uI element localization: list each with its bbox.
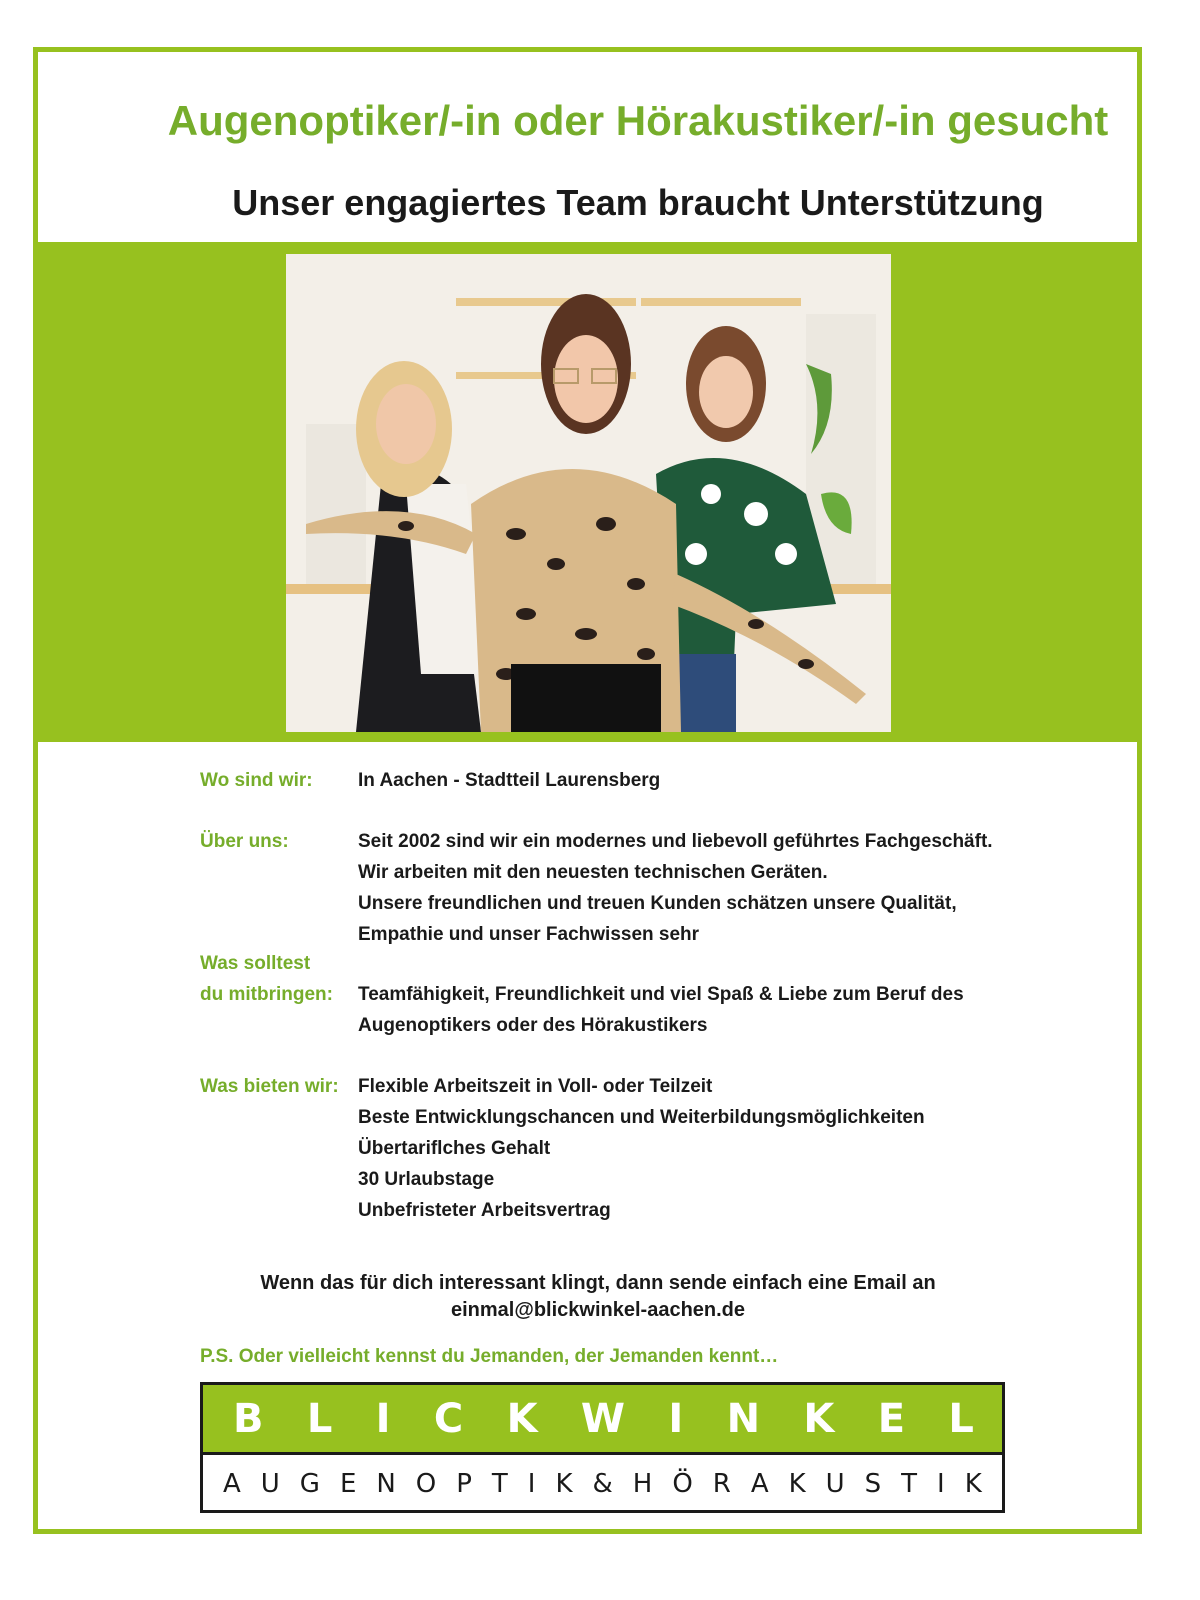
photo-band xyxy=(38,242,1137,742)
logo-tagline: A U G E N O P T I K & H Ö R A K U S T I K xyxy=(223,1469,982,1499)
contact-email[interactable]: einmal@blickwinkel-aachen.de xyxy=(450,1299,746,1321)
poster-frame xyxy=(33,47,1142,1534)
bring-label-line: du mitbringen: xyxy=(200,984,333,1005)
about-label: Über uns: xyxy=(200,831,289,852)
about-line: Empathie und unser Fachwissen sehr xyxy=(358,924,700,945)
where-label: Wo sind wir: xyxy=(200,770,313,791)
blickwinkel-logo xyxy=(200,1382,1005,1513)
about-line: Unsere freundlichen und treuen Kunden schätzen unsere Qualität, xyxy=(358,893,957,914)
about-line: Seit 2002 sind wir ein modernes und liebevoll geführtes Fachgeschäft. xyxy=(358,831,993,852)
poster-title: Augenoptiker/-in oder Hörakustiker/-in gesucht xyxy=(167,97,1109,144)
logo-wordmark: B L I C K W I N K E L xyxy=(203,1385,1002,1455)
ps-note: P.S. Oder vielleicht kennst du Jemanden, der Jemanden kennt… xyxy=(200,1346,779,1367)
bring-line: Augenoptikers oder des Hörakustikers xyxy=(358,1015,708,1036)
bring-label xyxy=(200,948,360,1010)
offer-item: Flexible Arbeitszeit in Voll- oder Teilzeit xyxy=(358,1076,713,1097)
bring-line: Teamfähigkeit, Freundlichkeit und viel Spaß & Liebe zum Beruf des xyxy=(358,984,964,1005)
offer-label: Was bieten wir: xyxy=(200,1076,339,1097)
where-value: In Aachen - Stadtteil Laurensberg xyxy=(358,770,661,791)
contact-text: Wenn das für dich interessant klingt, dann sende einfach eine Email an xyxy=(260,1272,936,1294)
bring-text xyxy=(358,979,1078,1041)
offer-list xyxy=(358,1071,1078,1226)
team-photo xyxy=(286,254,891,732)
bring-label-line: Was solltest xyxy=(200,953,311,974)
contact-block xyxy=(218,1270,978,1324)
offer-item: Beste Entwicklungschancen und Weiterbildungsmöglichkeiten xyxy=(358,1107,925,1128)
offer-item: 30 Urlaubstage xyxy=(358,1169,495,1190)
about-text xyxy=(358,826,1078,950)
poster-subtitle: Unser engagiertes Team braucht Unterstützung xyxy=(232,182,1044,223)
about-line: Wir arbeiten mit den neuesten technischen Geräten. xyxy=(358,862,828,883)
offer-item: Unbefristeter Arbeitsvertrag xyxy=(358,1200,611,1221)
offer-item: Übertariflches Gehalt xyxy=(358,1138,551,1159)
